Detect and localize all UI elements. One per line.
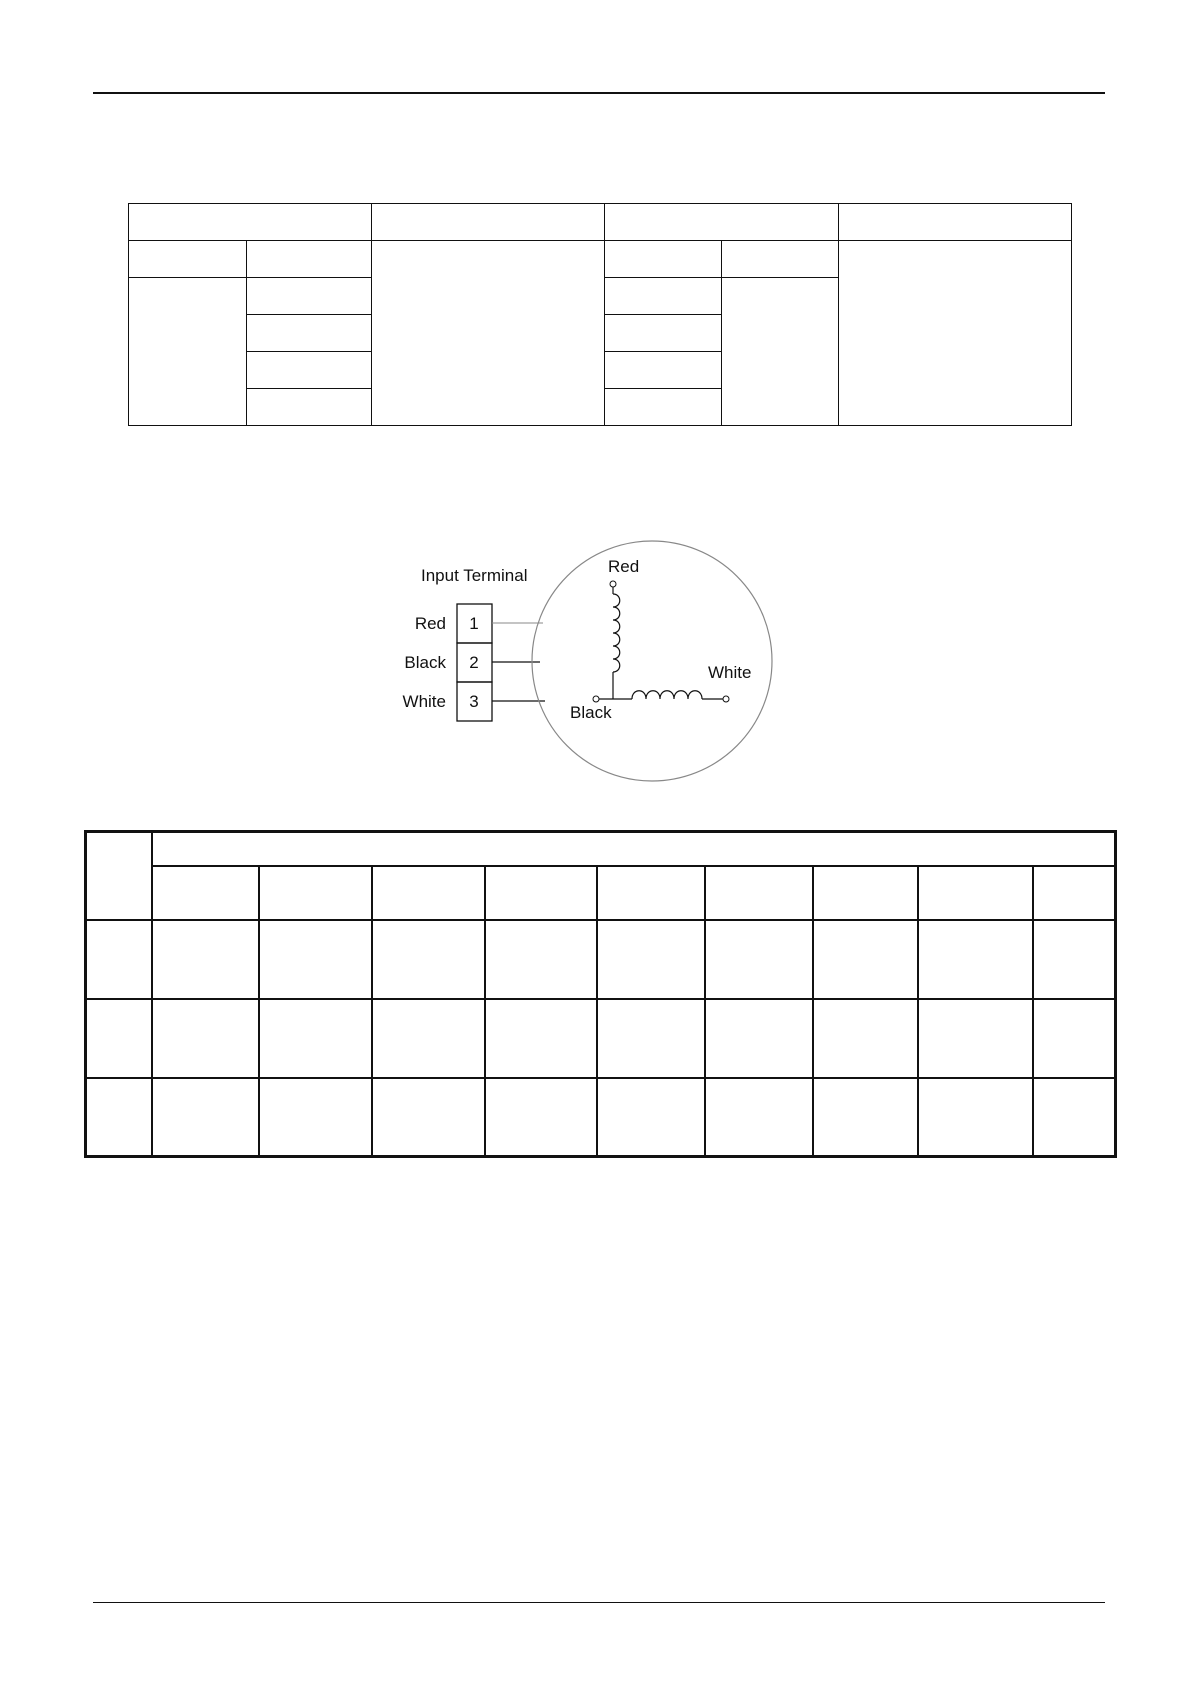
red-winding-coil bbox=[613, 594, 620, 672]
table-cell bbox=[918, 1078, 1033, 1157]
white-lead-node bbox=[723, 696, 729, 702]
table-cell bbox=[372, 866, 485, 920]
table-cell bbox=[605, 352, 722, 389]
table-cell bbox=[605, 389, 722, 426]
table-row bbox=[129, 204, 1072, 241]
table-cell bbox=[605, 204, 839, 241]
table-cell bbox=[152, 832, 1116, 866]
table-cell bbox=[485, 866, 597, 920]
table-cell bbox=[839, 241, 1072, 426]
table-cell bbox=[247, 315, 372, 352]
table-cell bbox=[247, 241, 372, 278]
input-terminal-label: Input Terminal bbox=[421, 566, 528, 585]
table-cell bbox=[259, 866, 372, 920]
black-lead-node bbox=[593, 696, 599, 702]
terminal-number: 2 bbox=[469, 653, 479, 672]
winding-label-white: White bbox=[708, 663, 752, 682]
table-cell bbox=[247, 352, 372, 389]
table-cell bbox=[372, 1078, 485, 1157]
table-cell bbox=[813, 920, 918, 999]
table-cell bbox=[129, 204, 372, 241]
terminal-number: 1 bbox=[469, 614, 479, 633]
table-cell bbox=[705, 1078, 813, 1157]
table-cell bbox=[372, 241, 605, 426]
table-cell bbox=[605, 241, 722, 278]
table-row bbox=[86, 1078, 1116, 1157]
table-cell bbox=[372, 920, 485, 999]
table-cell bbox=[372, 204, 605, 241]
table-cell bbox=[86, 999, 152, 1078]
table-cell bbox=[705, 866, 813, 920]
table-cell bbox=[152, 1078, 259, 1157]
table-cell bbox=[485, 999, 597, 1078]
table-cell bbox=[1033, 1078, 1116, 1157]
table-row bbox=[86, 999, 1116, 1078]
table-cell bbox=[259, 999, 372, 1078]
table-cell bbox=[705, 999, 813, 1078]
table-cell bbox=[152, 920, 259, 999]
table-cell bbox=[722, 241, 839, 278]
winding-label-black: Black bbox=[570, 703, 612, 722]
terminal-number: 3 bbox=[469, 692, 479, 711]
table-cell bbox=[152, 866, 259, 920]
table-cell bbox=[597, 920, 705, 999]
table-cell bbox=[247, 389, 372, 426]
spec-table bbox=[128, 203, 1072, 426]
motor-wiring-diagram bbox=[390, 528, 810, 788]
table-row bbox=[86, 832, 1116, 866]
table-cell bbox=[813, 999, 918, 1078]
value-table bbox=[84, 830, 1117, 1158]
table-cell bbox=[918, 999, 1033, 1078]
terminal-wire-label: Black bbox=[404, 653, 446, 672]
table-cell bbox=[1033, 866, 1116, 920]
table-cell bbox=[86, 1078, 152, 1157]
table-cell bbox=[597, 866, 705, 920]
terminal-wire-label: White bbox=[402, 692, 446, 711]
table-cell bbox=[86, 920, 152, 999]
table-cell bbox=[86, 832, 152, 920]
table-cell bbox=[259, 1078, 372, 1157]
table-row bbox=[86, 920, 1116, 999]
table-cell bbox=[918, 866, 1033, 920]
winding-label-red: Red bbox=[608, 557, 640, 576]
table-cell bbox=[152, 999, 259, 1078]
terminal-wire-label: Red bbox=[414, 614, 446, 633]
table-cell bbox=[1033, 999, 1116, 1078]
red-lead-node bbox=[610, 581, 616, 587]
table-cell bbox=[259, 920, 372, 999]
table-cell bbox=[813, 866, 918, 920]
table-cell bbox=[129, 278, 247, 426]
table-cell bbox=[605, 278, 722, 315]
table-cell bbox=[722, 278, 839, 426]
table-cell bbox=[485, 1078, 597, 1157]
table-row bbox=[129, 241, 1072, 278]
header-rule bbox=[93, 92, 1105, 94]
table-cell bbox=[597, 1078, 705, 1157]
table-cell bbox=[372, 999, 485, 1078]
table-cell bbox=[813, 1078, 918, 1157]
table-cell bbox=[129, 241, 247, 278]
table-cell bbox=[918, 920, 1033, 999]
table-cell bbox=[705, 920, 813, 999]
motor-housing-circle bbox=[532, 541, 772, 781]
footer-rule bbox=[93, 1602, 1105, 1603]
table-cell bbox=[485, 920, 597, 999]
white-winding-coil bbox=[632, 691, 702, 699]
table-cell bbox=[605, 315, 722, 352]
table-cell bbox=[597, 999, 705, 1078]
table-row bbox=[86, 866, 1116, 920]
table-cell bbox=[839, 204, 1072, 241]
table-cell bbox=[247, 278, 372, 315]
table-cell bbox=[1033, 920, 1116, 999]
